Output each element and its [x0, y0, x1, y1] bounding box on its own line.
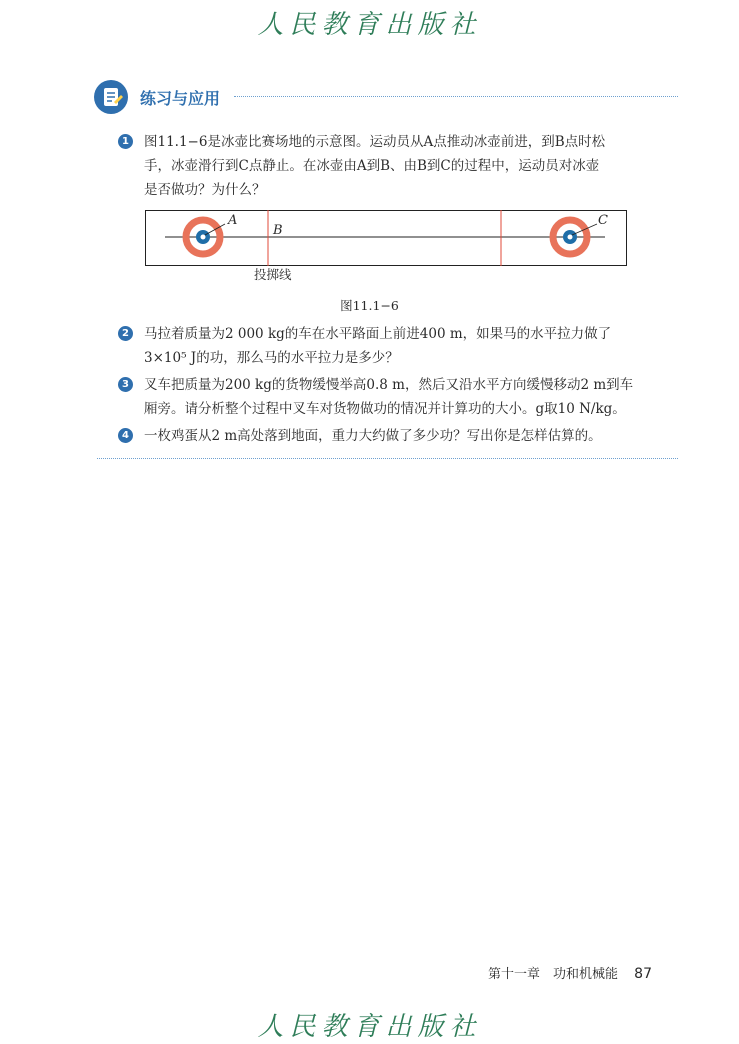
- section-header: [94, 80, 678, 114]
- publisher-watermark-bottom: 人民教育出版社: [257, 1012, 482, 1042]
- question-line: 3×10⁵ J的功，那么马的水平拉力是多少？: [144, 350, 399, 366]
- question-number: 4: [118, 428, 133, 443]
- publisher-watermark-top: 人民教育出版社: [257, 10, 482, 40]
- header-divider: [234, 96, 678, 97]
- label-a: A: [228, 213, 238, 228]
- question-line: 手，冰壶滑行到C点静止。在冰壶由A到B、由B到C的过程中，运动员对冰壶: [144, 158, 600, 174]
- page-number: 87: [634, 966, 652, 982]
- question-number: 1: [118, 134, 133, 149]
- question-3: [118, 373, 663, 421]
- question-number: 2: [118, 326, 133, 341]
- section-title: 练习与应用: [140, 89, 221, 108]
- question-line: 马拉着质量为2 000 kg的车在水平路面上前进400 m，如果马的水平拉力做了: [144, 326, 612, 342]
- label-c: C: [598, 213, 608, 228]
- question-line: 是否做功？为什么？: [144, 182, 266, 198]
- throw-line-label: 投掷线: [254, 267, 292, 282]
- question-4: [118, 424, 663, 448]
- question-2: [118, 322, 663, 370]
- curling-rink-diagram: [145, 210, 627, 266]
- page-footer: [488, 963, 652, 982]
- question-1: [118, 130, 663, 202]
- exercise-icon: [94, 80, 128, 114]
- question-line: 图11.1−6是冰壶比赛场地的示意图。运动员从A点推动冰壶前进，到B点时松: [144, 134, 606, 150]
- question-line: 叉车把质量为200 kg的货物缓慢举高0.8 m，然后又沿水平方向缓慢移动2 m到车: [144, 377, 634, 393]
- chapter-title: 第十一章 功和机械能: [488, 967, 619, 982]
- question-line: 厢旁。请分析整个过程中叉车对货物做功的情况并计算功的大小。g取10 N/kg。: [144, 401, 626, 417]
- section-end-divider: [97, 458, 678, 459]
- question-line: 一枚鸡蛋从2 m高处落到地面，重力大约做了多少功？写出你是怎样估算的。: [144, 428, 602, 444]
- question-number: 3: [118, 377, 133, 392]
- label-b: B: [273, 223, 283, 238]
- figure-caption: 图11.1−6: [340, 298, 399, 313]
